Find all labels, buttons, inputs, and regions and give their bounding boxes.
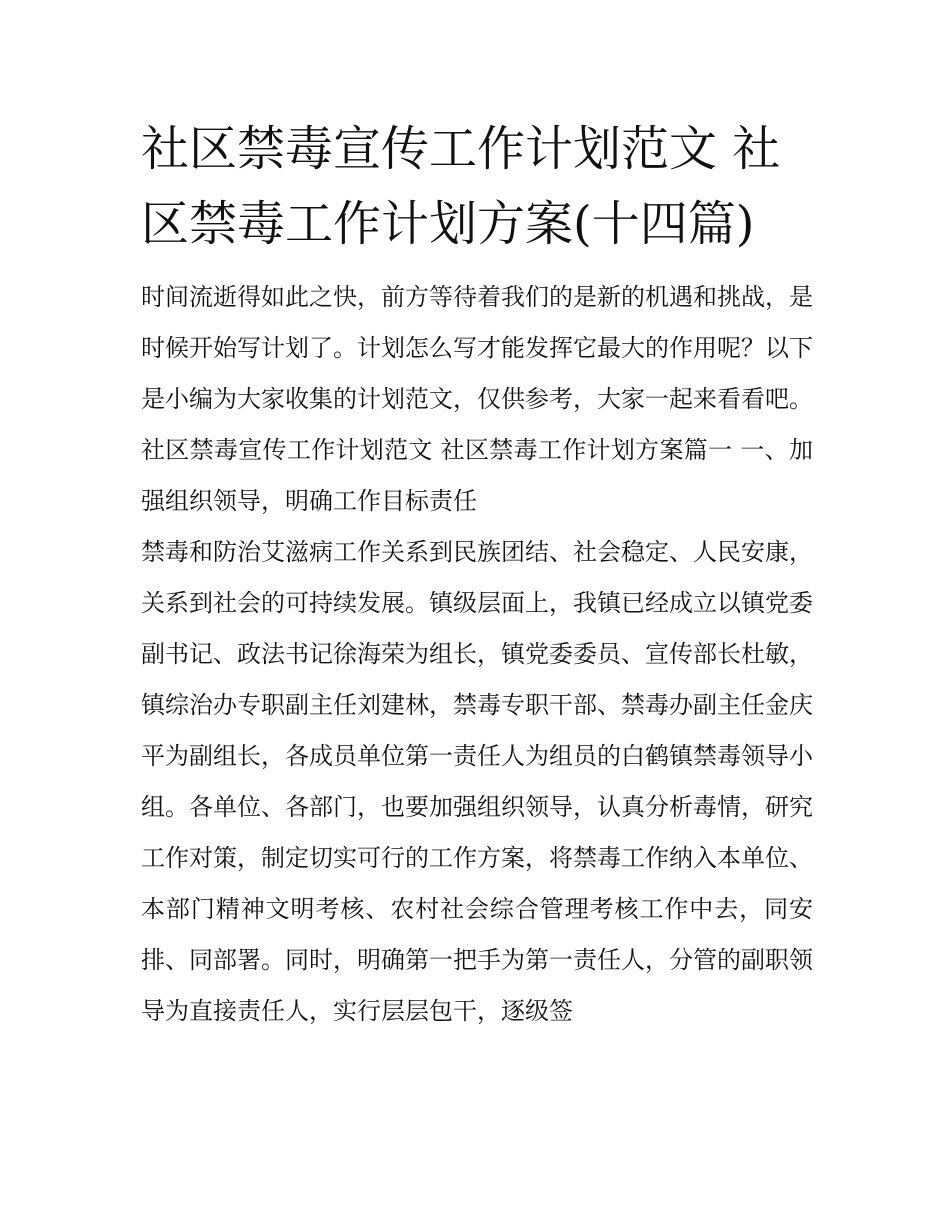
document-page (141, 112, 813, 1037)
intro-paragraph: 时间流逝得如此之快，前方等待着我们的是新的机遇和挑战，是时候开始写计划了。计划怎么写才能发挥它最大的作用呢？以下是小编为大家收集的计划范文，仅供参考，大家一起来看看吧。 (141, 283, 813, 413)
document-title: 社区禁毒宣传工作计划范文 社区禁毒工作计划方案(十四篇) (141, 121, 781, 252)
section-heading-paragraph: 社区禁毒宣传工作计划范文 社区禁毒工作计划方案篇一 一、加强组织领导，明确工作目标责任 (141, 436, 813, 515)
body-paragraph: 禁毒和防治艾滋病工作关系到民族团结、社会稳定、人民安康，关系到社会的可持续发展。镇级层面上，我镇已经成立以镇党委副书记、政法书记徐海荣为组长，镇党委委员、宣传部长杜敏，镇综治办专职副主任刘建林，禁毒专职干部、禁毒办副主任金庆平为副组长，各成员单位第一责任人为组员的白鹤镇禁毒领导小组。各单位、各部门，也要加强组织领导，认真分析毒情，研究工作对策，制定切实可行的工作方案，将禁毒工作纳入本单位、本部门精神文明考核、农村社会综合管理考核工作中去，同安排、同部署。同时，明确第一把手为第一责任人，分管的副职领导为直接责任人，实行层层包干，逐级签 (141, 538, 813, 1025)
